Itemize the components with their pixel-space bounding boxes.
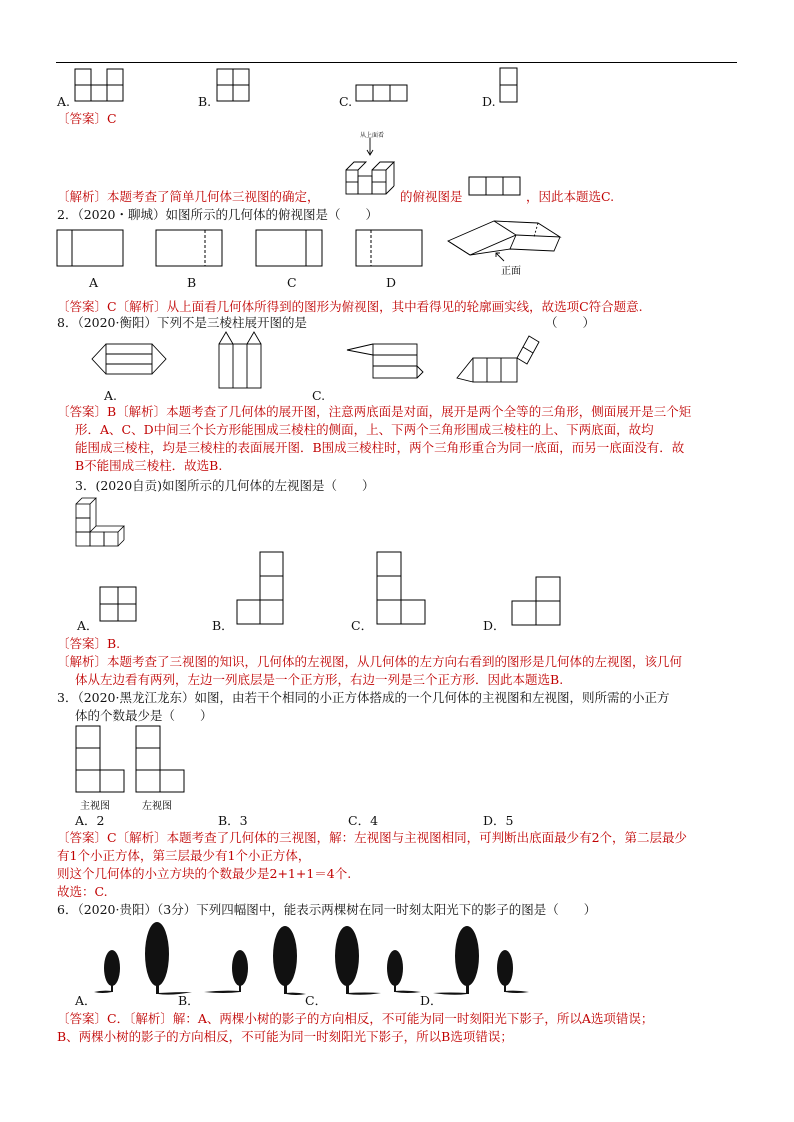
q2-stem: 2．（2020・聊城）如图所示的几何体的俯视图是（ ） bbox=[57, 207, 379, 222]
q3a-option-b bbox=[236, 551, 296, 631]
q3a-stem: 3．(2020自贡)如图所示的几何体的左视图是（ ） bbox=[75, 478, 375, 493]
top-rule bbox=[56, 62, 737, 63]
option-b-label: B. bbox=[198, 94, 212, 109]
q3a-option-d bbox=[511, 576, 591, 630]
option-b-figure bbox=[216, 68, 256, 108]
q1-analysis-c: ，因此本题选C. bbox=[526, 189, 615, 204]
q3a-analysis-2: 体从左边看有两列，左边一列底层是一个正方形，右边一列是三个正方形．因此本题选B. bbox=[75, 672, 564, 687]
q2-option-c bbox=[255, 229, 325, 269]
q1-analysis-a: 〔解析〕本题考查了简单几何体三视图的确定， bbox=[57, 189, 320, 204]
q3b-answer-3: 则这个几何体的小立方块的个数最少是2+1+1＝4个. bbox=[57, 866, 352, 881]
q2-label-a: A bbox=[89, 275, 99, 290]
q8-label-a: A. bbox=[104, 388, 118, 403]
q1-top-view-figure bbox=[468, 176, 524, 198]
q6-answer-1: 〔答案〕C．〔解析〕解：A、两棵小树的影子的方向相反，不可能为同一时刻阳光下影子，所以A选项错误； bbox=[57, 1011, 654, 1026]
option-a-figure bbox=[74, 68, 134, 108]
option-c-figure bbox=[355, 84, 415, 104]
q3a-answer: 〔答案〕B. bbox=[57, 636, 121, 651]
q2-option-b bbox=[155, 229, 225, 269]
q8-answer-line-2: 形．A、C、D中间三个长方形能围成三棱柱的侧面，上、下两个三角形围成三棱柱的上、下两底面，故均 bbox=[75, 422, 654, 437]
q6-answer-2: B、两棵小树的影子的方向相反，不可能为同一时刻阳光下影子，所以B选项错误； bbox=[57, 1029, 513, 1044]
option-d-label: D. bbox=[482, 94, 496, 109]
q8-net-b bbox=[217, 330, 267, 390]
q3a-analysis-1: 〔解析〕本题考查了三视图的知识，几何体的左视图，从几何体的左方向右看到的图形是几何体的左视图，该几何 bbox=[57, 654, 683, 669]
q8-net-a bbox=[90, 336, 170, 386]
option-a-label: A. bbox=[57, 94, 71, 109]
q8-net-d bbox=[455, 330, 545, 390]
q3b-front-view-label: 主视图 bbox=[80, 801, 110, 812]
q3b-left-view bbox=[135, 725, 187, 797]
q2-front-label: 正面 bbox=[501, 266, 521, 277]
q2-option-d bbox=[355, 229, 425, 269]
q6-label-a: A． bbox=[75, 993, 97, 1008]
q8-label-c: C. bbox=[312, 388, 326, 403]
q6-label-c: C． bbox=[305, 993, 328, 1008]
q3b-left-view-label: 左视图 bbox=[142, 801, 172, 812]
q8-answer-line-1: 〔答案〕B〔解析〕本题考查了几何体的展开图，注意两底面是对面，展开是两个全等的三角形，侧面展开是三个矩 bbox=[57, 404, 692, 419]
q8-stem: 8．（2020·衡阳）下列不是三棱柱展开图的是 bbox=[57, 315, 307, 330]
q3b-option-b: B．3 bbox=[218, 813, 248, 828]
q3b-stem-2: 体的个数最少是（ ） bbox=[75, 708, 213, 723]
q3a-label-a: A． bbox=[77, 618, 99, 633]
q3b-option-d: D．5 bbox=[483, 813, 514, 828]
q6-tree-figure-c bbox=[325, 920, 435, 1000]
q1-analysis-b: 的俯视图是 bbox=[400, 189, 463, 204]
q3a-option-a bbox=[99, 586, 139, 626]
q2-option-a bbox=[56, 229, 126, 269]
q3b-answer-4: 故选：C. bbox=[57, 884, 108, 899]
q2-label-b: B bbox=[187, 275, 197, 290]
q3b-stem-1: 3．（2020·黑龙江龙东）如图，由若干个相同的小正方体搭成的一个几何体的主视图和左视图，则所需的小正方 bbox=[57, 690, 670, 705]
from-top-label: 从上面看 bbox=[360, 132, 385, 139]
q3b-front-view bbox=[75, 725, 127, 797]
q3a-label-b: B． bbox=[212, 618, 234, 633]
option-c-label: C. bbox=[339, 94, 353, 109]
q1-answer: 〔答案〕C bbox=[57, 111, 117, 126]
solid-from-top-figure bbox=[342, 138, 402, 200]
q3a-label-d: D． bbox=[483, 618, 506, 633]
q3b-option-a: A．2 bbox=[75, 813, 105, 828]
q6-tree-figure-b bbox=[200, 920, 310, 1000]
q2-label-d: D bbox=[386, 275, 397, 290]
q3a-option-c bbox=[376, 551, 436, 631]
q2-answer: 〔答案〕C〔解析〕从上面看几何体所得到的图形为俯视图，其中看得见的轮廓画实线，故选项C符合题意. bbox=[57, 299, 643, 314]
q8-answer-line-3: 能围成三棱柱，均是三棱柱的表面展开图．B围成三棱柱时，两个三角形重合为同一底面，而另一底面没有．故 bbox=[75, 440, 685, 455]
q3a-label-c: C． bbox=[351, 618, 374, 633]
q6-stem: 6．（2020·贵阳）（3分）下列四幅图中，能表示两棵树在同一时刻太阳光下的影子的图是（ ） bbox=[57, 902, 597, 917]
q6-label-b: B． bbox=[178, 993, 200, 1008]
q8-blank: （ ） bbox=[545, 315, 596, 330]
q8-net-c bbox=[345, 336, 425, 386]
q3b-answer-2: 有1个小正方体，第三层最少有1个小正方体， bbox=[57, 848, 311, 863]
option-d-figure bbox=[499, 67, 523, 107]
q8-answer-line-4: B不能围成三棱柱．故选B. bbox=[75, 458, 223, 473]
q2-label-c: C bbox=[287, 275, 297, 290]
q3b-answer-1: 〔答案〕C〔解析〕本题考查了几何体的三视图，解：左视图与主视图相同，可判断出底面最少有2个，第二层最少 bbox=[57, 830, 688, 845]
q6-tree-figure-a bbox=[92, 920, 202, 1000]
q3b-option-c: C．4 bbox=[348, 813, 379, 828]
q6-tree-figure-d bbox=[425, 920, 535, 1000]
q3a-solid-figure bbox=[74, 496, 124, 552]
q6-label-d: D． bbox=[420, 993, 443, 1008]
